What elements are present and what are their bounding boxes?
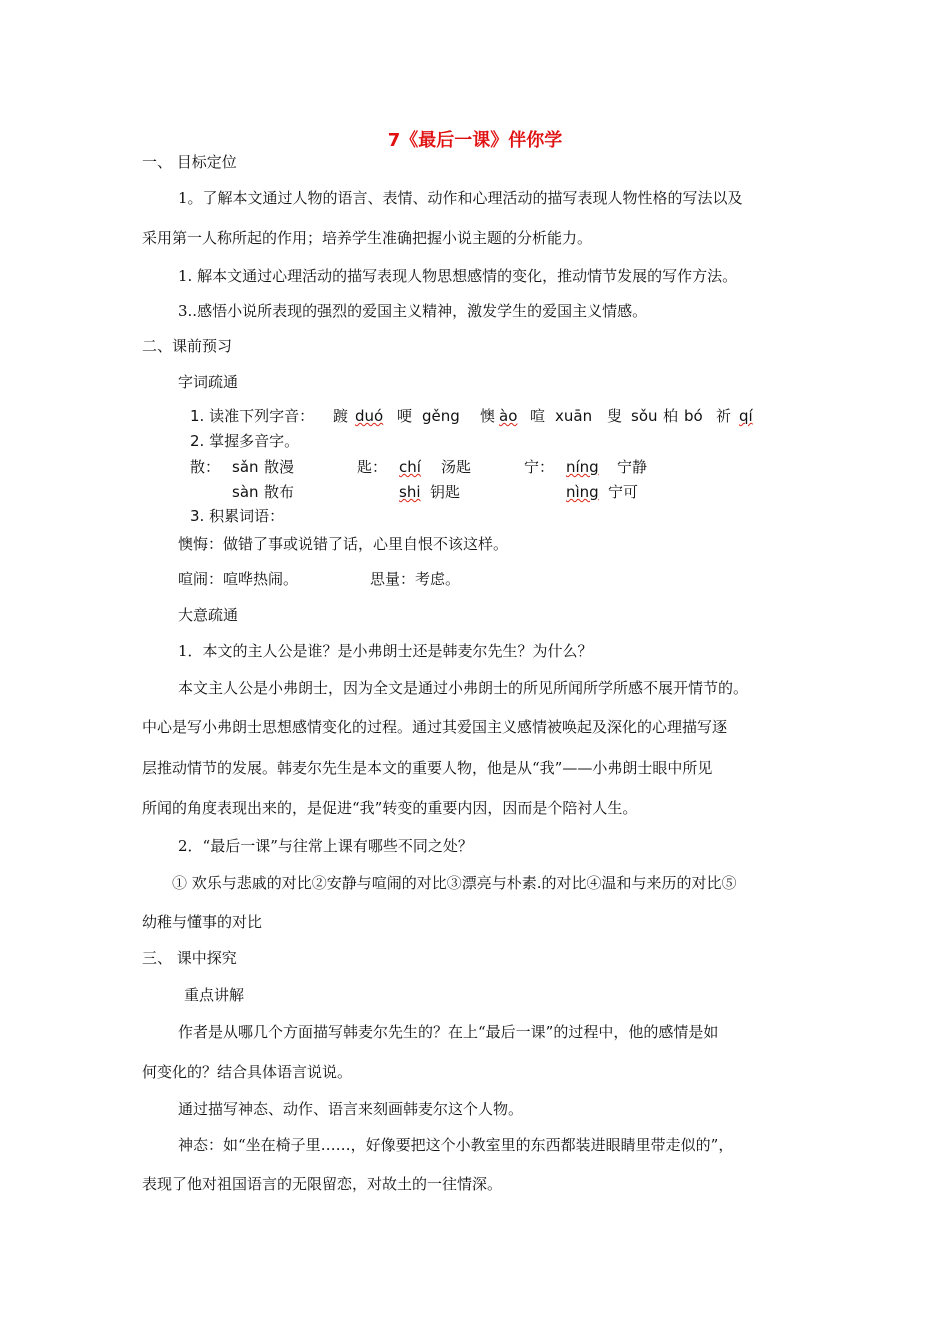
answer-2-line-1: ① 欢乐与悲戚的对比②安静与喧闹的对比③漂亮与朴素.的对比④温和与来历的对比⑤ — [172, 874, 737, 892]
polyphone-pinyin: sǎn — [232, 458, 259, 476]
polyphone-pinyin: chí — [399, 458, 421, 476]
char-item: 喧 — [530, 407, 546, 425]
pinyin-item: qí — [739, 407, 753, 425]
polyphone-label: 2. 掌握多音字。 — [190, 432, 300, 450]
polyphone-word: 汤匙 — [441, 458, 472, 476]
section-heading-1: 一、 目标定位 — [142, 153, 237, 171]
char-item: 叟 — [607, 407, 623, 425]
answer-1-line-4: 所闻的角度表现出来的，是促进“我”转变的重要内因，因而是个陪衬人生。 — [142, 799, 638, 817]
answer-1-line-3: 层推动情节的发展。韩麦尔先生是本文的重要人物，他是从“我”——小弗朗士眼中所见 — [142, 759, 713, 777]
word-definition: 思量：考虑。 — [370, 570, 461, 588]
section-heading-3: 三、 课中探究 — [142, 949, 237, 967]
objective-3: 3..感悟小说所表现的强烈的爱国主义精神，激发学生的爱国主义情感。 — [178, 302, 648, 320]
polyphone-word: 散漫 — [264, 458, 295, 476]
section-heading-2: 二、课前预习 — [142, 337, 233, 355]
pronunciation-label: 1. 读准下列字音： — [190, 407, 315, 425]
page-title: 7《最后一课》伴你学 — [387, 130, 563, 151]
polyphone-pinyin: níng — [566, 458, 599, 476]
accumulate-label: 3. 积累词语： — [190, 507, 285, 525]
question-1: 1．本文的主人公是谁？是小弗朗士还是韩麦尔先生？为什么？ — [178, 642, 593, 660]
subheading-meaning: 大意疏通 — [178, 606, 239, 624]
char-item: 祈 — [716, 407, 732, 425]
char-item: 踱 — [333, 407, 349, 425]
char-item: 懊 — [480, 407, 496, 425]
polyphone-word: 钥匙 — [430, 483, 461, 501]
polyphone-char: 散： — [190, 458, 221, 476]
exploration-line-1: 作者是从哪几个方面描写韩麦尔先生的？在上“最后一课”的过程中，他的感情是如 — [178, 1023, 719, 1041]
polyphone-word: 宁静 — [617, 458, 648, 476]
exploration-line-4: 神态：如“坐在椅子里……，好像要把这个小教室里的东西都装进眼睛里带走似的”， — [178, 1136, 734, 1154]
objective-1-line-1: 1。了解本文通过人物的语言、表情、动作和心理活动的描写表现人物性格的写法以及 — [178, 189, 743, 207]
answer-1-line-1: 本文主人公是小弗朗士，因为全文是通过小弗朗士的所见所闻所学所感不展开情节的。 — [178, 679, 749, 697]
polyphone-pinyin: sàn — [232, 483, 259, 501]
polyphone-char: 匙： — [357, 458, 388, 476]
char-item: 哽 — [397, 407, 413, 425]
objective-1-line-2: 采用第一人称所起的作用；培养学生准确把握小说主题的分析能力。 — [142, 229, 593, 247]
char-item: 柏 — [663, 407, 679, 425]
pinyin-item: sǒu — [631, 407, 658, 425]
polyphone-pinyin: nìng — [566, 483, 599, 501]
exploration-line-3: 通过描写神态、动作、语言来刻画韩麦尔这个人物。 — [178, 1100, 524, 1118]
answer-1-line-2: 中心是写小弗朗士思想感情变化的过程。通过其爱国主义感情被唤起及深化的心理描写逐 — [142, 718, 728, 736]
polyphone-word: 宁可 — [608, 483, 639, 501]
polyphone-word: 散布 — [264, 483, 295, 501]
answer-2-line-2: 幼稚与懂事的对比 — [142, 913, 263, 931]
subheading-key-points: 重点讲解 — [184, 986, 245, 1004]
word-definition: 懊悔：做错了事或说错了话，心里自恨不该这样。 — [178, 535, 509, 553]
word-definition: 喧闹：喧哗热闹。 — [178, 570, 299, 588]
pinyin-item: bó — [684, 407, 703, 425]
pinyin-item: xuān — [555, 407, 593, 425]
pinyin-item: ào — [499, 407, 518, 425]
pinyin-item: duó — [355, 407, 384, 425]
pinyin-item: gěng — [422, 407, 460, 425]
exploration-line-2: 何变化的？结合具体语言说说。 — [142, 1063, 353, 1081]
polyphone-char: 宁： — [524, 458, 555, 476]
polyphone-pinyin: shi — [399, 483, 421, 501]
objective-2: 1. 解本文通过心理活动的描写表现人物思想感情的变化，推动情节发展的写作方法。 — [178, 267, 738, 285]
question-2: 2．“最后一课”与往常上课有哪些不同之处？ — [178, 837, 473, 855]
exploration-line-5: 表现了他对祖国语言的无限留恋，对故土的一往情深。 — [142, 1175, 503, 1193]
subheading-vocabulary: 字词疏通 — [178, 373, 239, 391]
